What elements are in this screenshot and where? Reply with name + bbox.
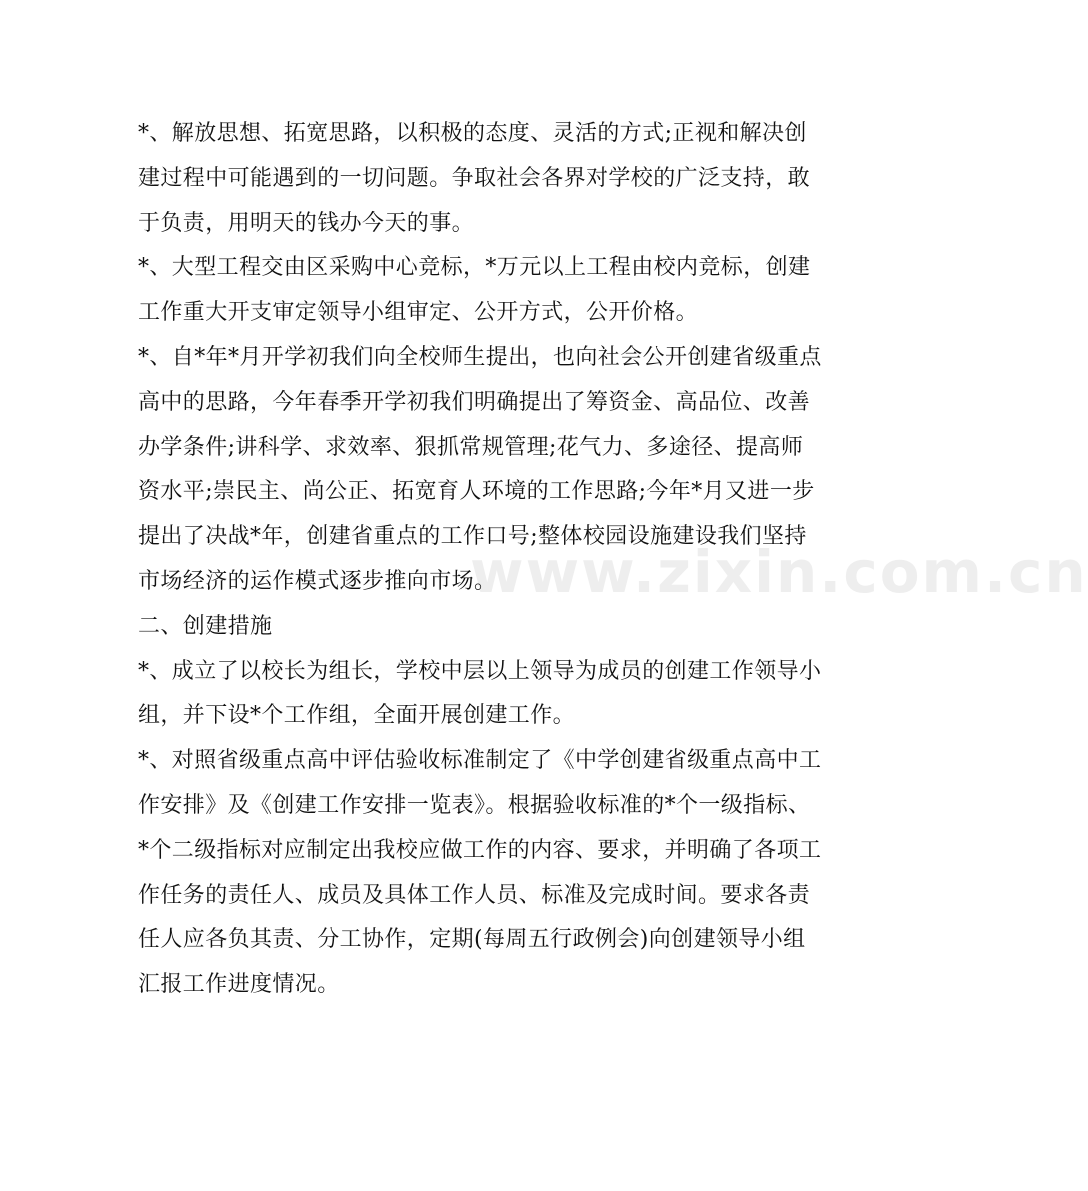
text-line: 工作重大开支审定领导小组审定、公开方式，公开价格。	[138, 300, 699, 326]
text-line: 资水平;崇民主、尚公正、拓宽育人环境的工作思路;今年*月又进一步	[138, 479, 815, 505]
text-line: *个二级指标对应制定出我校应做工作的内容、要求，并明确了各项工	[138, 837, 822, 863]
text-line: 高中的思路，今年春季开学初我们明确提出了筹资金、高品位、改善	[138, 389, 811, 415]
text-line: *、成立了以校长为组长，学校中层以上领导为成员的创建工作领导小	[138, 658, 822, 684]
text-line: 组，并下设*个工作组，全面开展创建工作。	[138, 703, 576, 729]
section-heading: 二、创建措施	[138, 613, 273, 639]
text-line: 建过程中可能遇到的一切问题。争取社会各界对学校的广泛支持，敢	[138, 165, 811, 191]
text-line: *、对照省级重点高中评估验收标准制定了《中学创建省级重点高中工	[138, 748, 822, 774]
text-line: 市场经济的运作模式逐步推向市场。	[138, 568, 497, 594]
watermark-text: www.zixin.com.cn	[470, 538, 1088, 606]
text-line: 办学条件;讲科学、求效率、狠抓常规管理;花气力、多途径、提高师	[138, 434, 804, 460]
text-line: 于负责，用明天的钱办今天的事。	[138, 210, 475, 236]
text-line: 汇报工作进度情况。	[138, 972, 340, 998]
document-body	[138, 112, 822, 1008]
text-line: 任人应各负其责、分工协作，定期(每周五行政例会)向创建领导小组	[138, 927, 806, 953]
text-line: *、大型工程交由区采购中心竞标，*万元以上工程由校内竞标，创建	[138, 255, 811, 281]
text-line: 提出了决战*年，创建省重点的工作口号;整体校园设施建设我们坚持	[138, 524, 807, 550]
text-line: 作安排》及《创建工作安排一览表》。根据验收标准的*个一级指标、	[138, 792, 811, 818]
text-line: *、自*年*月开学初我们向全校师生提出，也向社会公开创建省级重点	[138, 344, 822, 370]
text-line: *、解放思想、拓宽思路，以积极的态度、灵活的方式;正视和解决创	[138, 121, 807, 146]
text-line: 作任务的责任人、成员及具体工作人员、标准及完成时间。要求各责	[138, 882, 811, 908]
